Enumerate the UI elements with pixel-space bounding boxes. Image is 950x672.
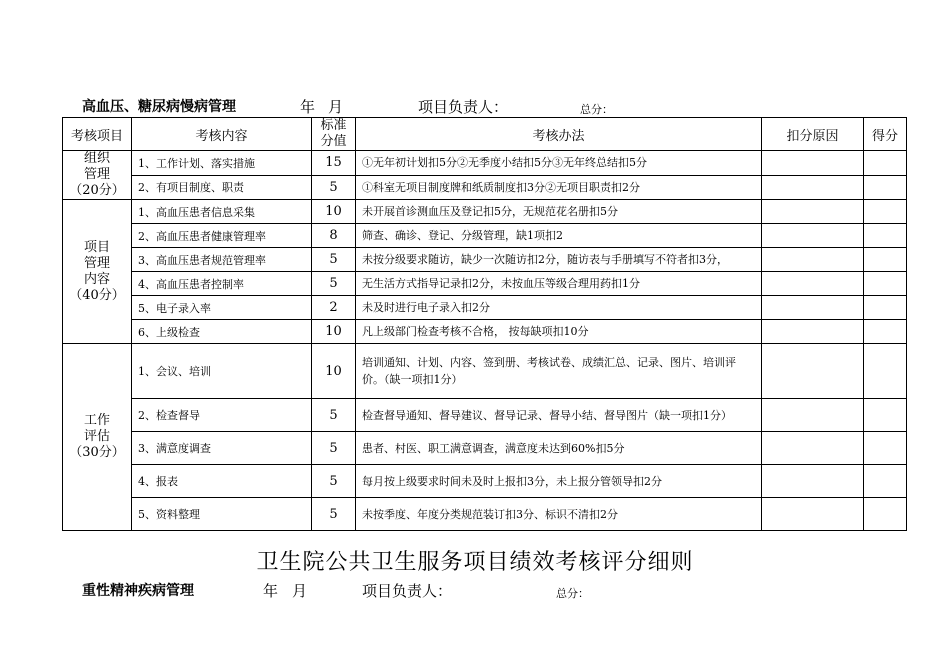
method-cell: 患者、村医、职工满意调查，满意度未达到60%扣5分 [356, 432, 762, 465]
content-cell: 5、电子录入率 [132, 296, 312, 320]
table-row [63, 272, 907, 296]
responsible-label: 项目负责人： [418, 98, 509, 116]
table-row [63, 465, 907, 498]
category-cell: 组织 管理 （20分） [63, 151, 132, 200]
content-cell: 6、上级检查 [132, 320, 312, 344]
method-cell: ①无年初计划扣5分②无季度小结扣5分③无年终总结扣5分 [356, 151, 762, 176]
category-cell: 工作 评估 （30分） [63, 344, 132, 531]
method-cell: 未按季度、年度分类规范装订扣3分、标识不清扣2分 [356, 498, 762, 531]
score-cell: 2 [312, 296, 356, 320]
table-row [63, 200, 907, 224]
column-header: 扣分原因 [762, 118, 864, 151]
category-cell: 项目 管理 内容 （40分） [63, 200, 132, 344]
year-label: 年 [263, 582, 279, 600]
total-label: 总分： [580, 103, 613, 116]
score-cell: 10 [312, 200, 356, 224]
year-label: 年 [300, 98, 316, 116]
method-cell: 未及时进行电子录入扣2分 [356, 296, 762, 320]
score-result-cell[interactable] [864, 498, 907, 531]
score-result-cell[interactable] [864, 465, 907, 498]
deduction-reason-cell[interactable] [762, 296, 864, 320]
score-result-cell[interactable] [864, 175, 907, 200]
total-label: 总分： [556, 587, 589, 600]
next-section-header [0, 576, 950, 600]
score-cell: 5 [312, 498, 356, 531]
table-row [63, 175, 907, 200]
score-result-cell[interactable] [864, 320, 907, 344]
table-row [63, 224, 907, 248]
method-cell: 未开展首诊测血压及登记扣5分，无规范花名册扣5分 [356, 200, 762, 224]
deduction-reason-cell[interactable] [762, 175, 864, 200]
table-header-row [63, 118, 907, 151]
content-cell: 2、有项目制度、职责 [132, 175, 312, 200]
column-header: 考核项目 [63, 118, 132, 151]
deduction-reason-cell[interactable] [762, 272, 864, 296]
content-cell: 1、高血压患者信息采集 [132, 200, 312, 224]
content-cell: 1、工作计划、落实措施 [132, 151, 312, 176]
content-cell: 2、检查督导 [132, 399, 312, 432]
table-row [63, 320, 907, 344]
score-cell: 5 [312, 272, 356, 296]
next-section-title: 重性精神疾病管理 [82, 583, 194, 599]
deduction-reason-cell[interactable] [762, 344, 864, 399]
month-label: 月 [328, 98, 344, 116]
section-header [0, 92, 950, 118]
method-cell: 凡上级部门检查考核不合格， 按每缺项扣10分 [356, 320, 762, 344]
table-row [63, 248, 907, 272]
deduction-reason-cell[interactable] [762, 200, 864, 224]
score-result-cell[interactable] [864, 151, 907, 176]
score-cell: 15 [312, 151, 356, 176]
score-result-cell[interactable] [864, 296, 907, 320]
assessment-table [62, 117, 907, 531]
deduction-reason-cell[interactable] [762, 248, 864, 272]
content-cell: 4、高血压患者控制率 [132, 272, 312, 296]
score-cell: 10 [312, 344, 356, 399]
score-cell: 10 [312, 320, 356, 344]
score-result-cell[interactable] [864, 399, 907, 432]
score-result-cell[interactable] [864, 248, 907, 272]
method-cell: 每月按上级要求时间未及时上报扣3分，未上报分管领导扣2分 [356, 465, 762, 498]
score-result-cell[interactable] [864, 200, 907, 224]
deduction-reason-cell[interactable] [762, 151, 864, 176]
deduction-reason-cell[interactable] [762, 465, 864, 498]
method-cell: 检查督导通知、督导建议、督导记录、督导小结、督导图片（缺一项扣1分） [356, 399, 762, 432]
table-row [63, 344, 907, 399]
content-cell: 5、资料整理 [132, 498, 312, 531]
score-cell: 8 [312, 224, 356, 248]
column-header: 标准 分值 [312, 118, 356, 151]
score-cell: 5 [312, 432, 356, 465]
method-cell: 培训通知、计划、内容、签到册、考核试卷、成绩汇总、记录、图片、培训评价。（缺一项扣1分） [356, 344, 762, 399]
score-result-cell[interactable] [864, 432, 907, 465]
deduction-reason-cell[interactable] [762, 224, 864, 248]
table-row [63, 498, 907, 531]
score-cell: 5 [312, 175, 356, 200]
deduction-reason-cell[interactable] [762, 432, 864, 465]
method-cell: ①科室无项目制度牌和纸质制度扣3分②无项目职责扣2分 [356, 175, 762, 200]
score-result-cell[interactable] [864, 344, 907, 399]
score-cell: 5 [312, 399, 356, 432]
content-cell: 3、高血压患者规范管理率 [132, 248, 312, 272]
content-cell: 2、高血压患者健康管理率 [132, 224, 312, 248]
method-cell: 未按分级要求随访，缺少一次随访扣2分，随访表与手册填写不符者扣3分， [356, 248, 762, 272]
section-title: 高血压、糖尿病慢病管理 [82, 99, 236, 115]
score-result-cell[interactable] [864, 272, 907, 296]
document-title: 卫生院公共卫生服务项目绩效考核评分细则 [256, 550, 694, 575]
column-header: 得分 [864, 118, 907, 151]
column-header: 考核办法 [356, 118, 762, 151]
table-row [63, 296, 907, 320]
content-cell: 1、会议、培训 [132, 344, 312, 399]
method-cell: 筛查、确诊、登记、分级管理，缺1项扣2 [356, 224, 762, 248]
method-cell: 无生活方式指导记录扣2分，未按血压等级合理用药扣1分 [356, 272, 762, 296]
responsible-label: 项目负责人： [362, 582, 453, 600]
table-row [63, 399, 907, 432]
table-row [63, 432, 907, 465]
deduction-reason-cell[interactable] [762, 498, 864, 531]
column-header: 考核内容 [132, 118, 312, 151]
month-label: 月 [292, 582, 308, 600]
deduction-reason-cell[interactable] [762, 320, 864, 344]
score-cell: 5 [312, 248, 356, 272]
score-cell: 5 [312, 465, 356, 498]
score-result-cell[interactable] [864, 224, 907, 248]
deduction-reason-cell[interactable] [762, 399, 864, 432]
table-row [63, 151, 907, 176]
content-cell: 3、满意度调查 [132, 432, 312, 465]
content-cell: 4、报表 [132, 465, 312, 498]
